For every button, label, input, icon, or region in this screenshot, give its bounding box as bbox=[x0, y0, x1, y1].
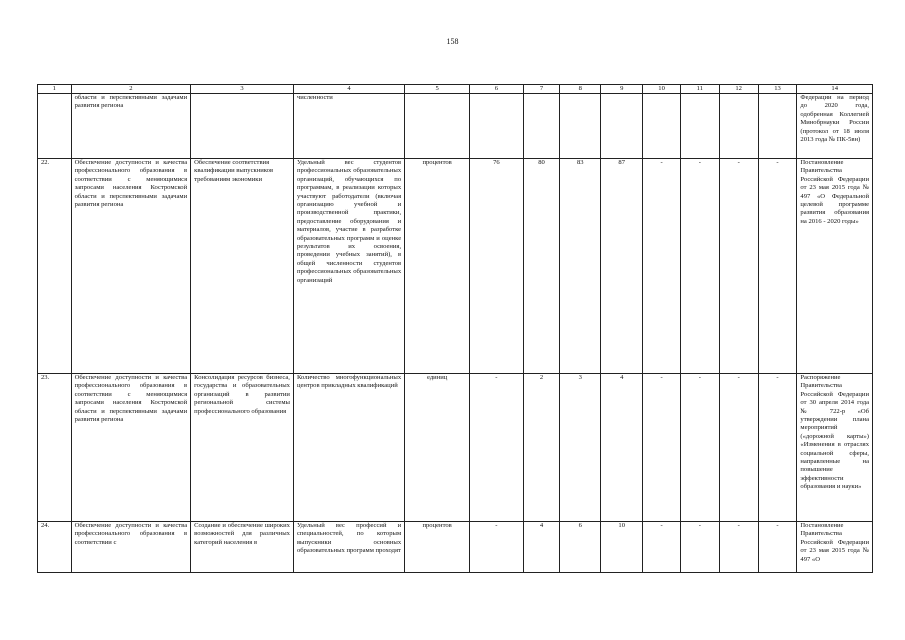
value-cell: - bbox=[643, 374, 681, 522]
value-cell bbox=[719, 94, 758, 159]
table-row bbox=[38, 94, 873, 159]
value-cell: - bbox=[758, 159, 797, 374]
value-cell: 3 bbox=[560, 374, 601, 522]
value-cell: - bbox=[643, 522, 681, 573]
value-cell: - bbox=[758, 374, 797, 522]
basis-cell: Постановление Правительства Российской Федерации от 23 мая 2015 года № 497 «О bbox=[797, 522, 873, 573]
col-header: 1 bbox=[38, 85, 72, 94]
value-cell: 83 bbox=[560, 159, 601, 374]
row-number: 23. bbox=[38, 374, 72, 522]
value-cell: 80 bbox=[523, 159, 560, 374]
col-header: 14 bbox=[797, 85, 873, 94]
value-cell: - bbox=[680, 522, 719, 573]
value-cell: - bbox=[680, 374, 719, 522]
value-cell: - bbox=[719, 374, 758, 522]
value-cell: 4 bbox=[601, 374, 643, 522]
value-cell bbox=[680, 94, 719, 159]
value-cell: - bbox=[470, 374, 523, 522]
value-cell: 6 bbox=[560, 522, 601, 573]
col-header: 3 bbox=[191, 85, 294, 94]
col-header: 4 bbox=[293, 85, 404, 94]
col-header: 5 bbox=[405, 85, 470, 94]
row-number: 24. bbox=[38, 522, 72, 573]
value-cell bbox=[758, 94, 797, 159]
unit-cell: процентов bbox=[405, 159, 470, 374]
task-cell: Обеспечение доступности и качества профессионального образования в соответствии с bbox=[71, 522, 191, 573]
indicators-table bbox=[37, 84, 873, 573]
value-cell: - bbox=[719, 159, 758, 374]
col-header: 2 bbox=[71, 85, 191, 94]
value-cell bbox=[470, 94, 523, 159]
page-number: 158 bbox=[446, 37, 459, 46]
indicator-cell: Удельный вес студентов профессиональных образовательных организаций, обучающихся по программам, в реализации которых участвуют работодатели (включая организацию учебной и производственной практики, предоставление оборудования и материалов, участие в разработке образовательных программ и оценке результатов их освоения, проведении учебных занятий), в общей численности студентов профессиональных образовательных организаций bbox=[293, 159, 404, 374]
unit-cell: единиц bbox=[405, 374, 470, 522]
indicator-cell: Количество многофункциональных центров прикладных квалификаций bbox=[293, 374, 404, 522]
col-header: 7 bbox=[523, 85, 560, 94]
value-cell: - bbox=[719, 522, 758, 573]
value-cell: 10 bbox=[601, 522, 643, 573]
measure-cell: Обеспечение соответствия квалификации выпускников требованиям экономики bbox=[191, 159, 294, 374]
task-cell: области и перспективными задачами развития региона bbox=[71, 94, 191, 159]
col-header: 6 bbox=[470, 85, 523, 94]
row-number: 22. bbox=[38, 159, 72, 374]
value-cell: 87 bbox=[601, 159, 643, 374]
unit-cell: процентов bbox=[405, 522, 470, 573]
value-cell: 4 bbox=[523, 522, 560, 573]
basis-cell: Распоряжение Правительства Российской Федерации от 30 апреля 2014 года № 722-р «Об утверждении плана мероприятий («дорожной карты») «Изменения в отраслях социальной сферы, направленные на повышение эффективности образования и науки» bbox=[797, 374, 873, 522]
measure-cell bbox=[191, 94, 294, 159]
col-header: 12 bbox=[719, 85, 758, 94]
col-header: 11 bbox=[680, 85, 719, 94]
task-cell: Обеспечение доступности и качества профессионального образования в соответствии с меняющимися запросами населения Костромской области и перспективными задачами развития региона bbox=[71, 159, 191, 374]
col-header: 13 bbox=[758, 85, 797, 94]
table-row bbox=[38, 159, 873, 374]
value-cell: - bbox=[470, 522, 523, 573]
unit-cell bbox=[405, 94, 470, 159]
value-cell: - bbox=[643, 159, 681, 374]
basis-cell: Федерации на период до 2020 года, одобренная Коллегией Минобрнауки России (протокол от 18 июля 2013 года № ПК-5вн) bbox=[797, 94, 873, 159]
table-row bbox=[38, 522, 873, 573]
task-cell: Обеспечение доступности и качества профессионального образования в соответствии с меняющимися запросами населения Костромской области и перспективными задачами развития региона bbox=[71, 374, 191, 522]
value-cell: 2 bbox=[523, 374, 560, 522]
col-header: 10 bbox=[643, 85, 681, 94]
col-header: 8 bbox=[560, 85, 601, 94]
table-row bbox=[38, 374, 873, 522]
indicator-cell: численности bbox=[293, 94, 404, 159]
measure-cell: Создание и обеспечение широких возможностей для различных категорий населения в bbox=[191, 522, 294, 573]
row-number bbox=[38, 94, 72, 159]
value-cell bbox=[643, 94, 681, 159]
value-cell bbox=[601, 94, 643, 159]
value-cell: - bbox=[680, 159, 719, 374]
basis-cell: Постановление Правительства Российской Федерации от 23 мая 2015 года № 497 «О Федеральной целевой программе развития образования на 2016 - 2020 годы» bbox=[797, 159, 873, 374]
col-header: 9 bbox=[601, 85, 643, 94]
value-cell: - bbox=[758, 522, 797, 573]
table-header-row bbox=[38, 85, 873, 94]
value-cell: 76 bbox=[470, 159, 523, 374]
measure-cell: Консолидация ресурсов бизнеса, государства и образовательных организаций в развитии региональной системы профессионального образования bbox=[191, 374, 294, 522]
indicator-cell: Удельный вес профессий и специальностей, по которым выпускники основных образовательных программ проходят bbox=[293, 522, 404, 573]
value-cell bbox=[523, 94, 560, 159]
value-cell bbox=[560, 94, 601, 159]
